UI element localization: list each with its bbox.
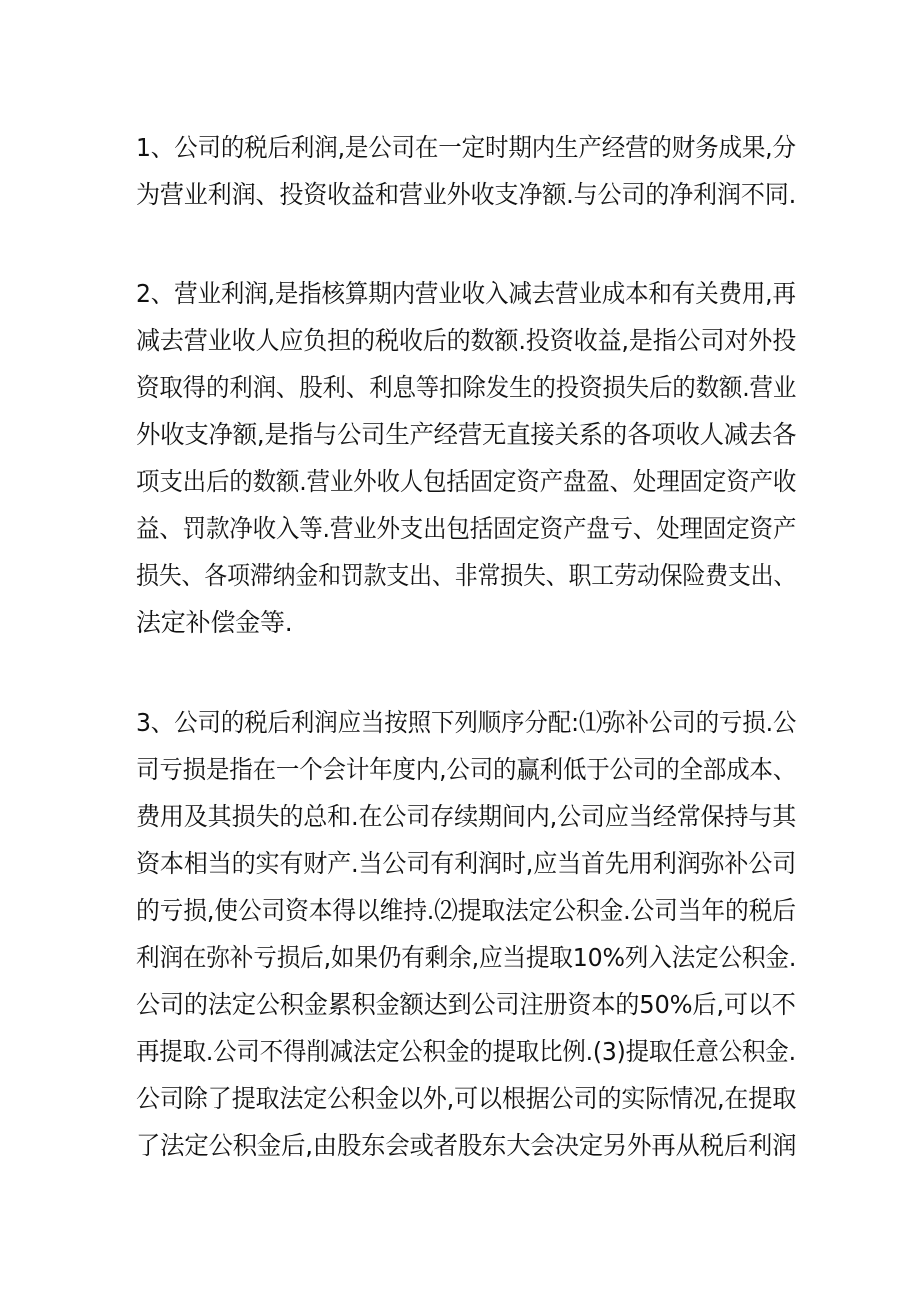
paragraph-line: 了法定公积金后,由股东会或者股东大会决定另外再从税后利润 xyxy=(136,1131,797,1160)
paragraph-line: 的亏损,使公司资本得以维持.⑵提取法定公积金.公司当年的税后 xyxy=(136,896,796,925)
paragraph-line: 费用及其损失的总和.在公司存续期间内,公司应当经常保持与其 xyxy=(136,802,797,831)
paragraph-line: 法定补偿金等. xyxy=(136,608,293,637)
paragraph-line: 项支出后的数额.营业外收人包括固定资产盘盈、处理固定资产收 xyxy=(136,467,797,496)
paragraph-1 xyxy=(136,124,796,218)
paragraph-line: 2、营业利润,是指核算期内营业收入减去营业成本和有关费用,再 xyxy=(136,279,796,308)
paragraph-line: 公司除了提取法定公积金以外,可以根据公司的实际情况,在提取 xyxy=(136,1084,797,1113)
paragraph-line: 减去营业收人应负担的税收后的数额.投资收益,是指公司对外投 xyxy=(136,326,797,355)
paragraph-line: 损失、各项滞纳金和罚款支出、非常损失、职工劳动保险费支出、 xyxy=(136,561,797,590)
paragraph-line: 外收支净额,是指与公司生产经营无直接关系的各项收人减去各 xyxy=(136,420,797,449)
paragraph-line: 1、公司的税后利润,是公司在一定时期内生产经营的财务成果,分 xyxy=(136,133,796,162)
paragraph-line: 为营业利润、投资收益和营业外收支净额.与公司的净利润不同. xyxy=(136,180,797,209)
paragraph-line: 3、公司的税后利润应当按照下列顺序分配:⑴弥补公司的亏损.公 xyxy=(136,708,797,737)
paragraph-line: 利润在弥补亏损后,如果仍有剩余,应当提取10%列入法定公积金. xyxy=(136,943,797,972)
paragraph-line: 资取得的利润、股利、利息等扣除发生的投资损失后的数额.营业 xyxy=(136,373,797,402)
paragraph-line: 再提取.公司不得削减法定公积金的提取比例.(3)提取任意公积金. xyxy=(136,1037,796,1066)
paragraph-3 xyxy=(136,699,796,1169)
paragraph-line: 司亏损是指在一个会计年度内,公司的赢利低于公司的全部成本、 xyxy=(136,755,797,784)
paragraph-2 xyxy=(136,270,796,646)
paragraph-line: 资本相当的实有财产.当公司有利润时,应当首先用利润弥补公司 xyxy=(136,849,797,878)
paragraph-line: 公司的法定公积金累积金额达到公司注册资本的50%后,可以不 xyxy=(136,990,796,1019)
paragraph-line: 益、罚款净收入等.营业外支出包括固定资产盘亏、处理固定资产 xyxy=(136,514,797,543)
